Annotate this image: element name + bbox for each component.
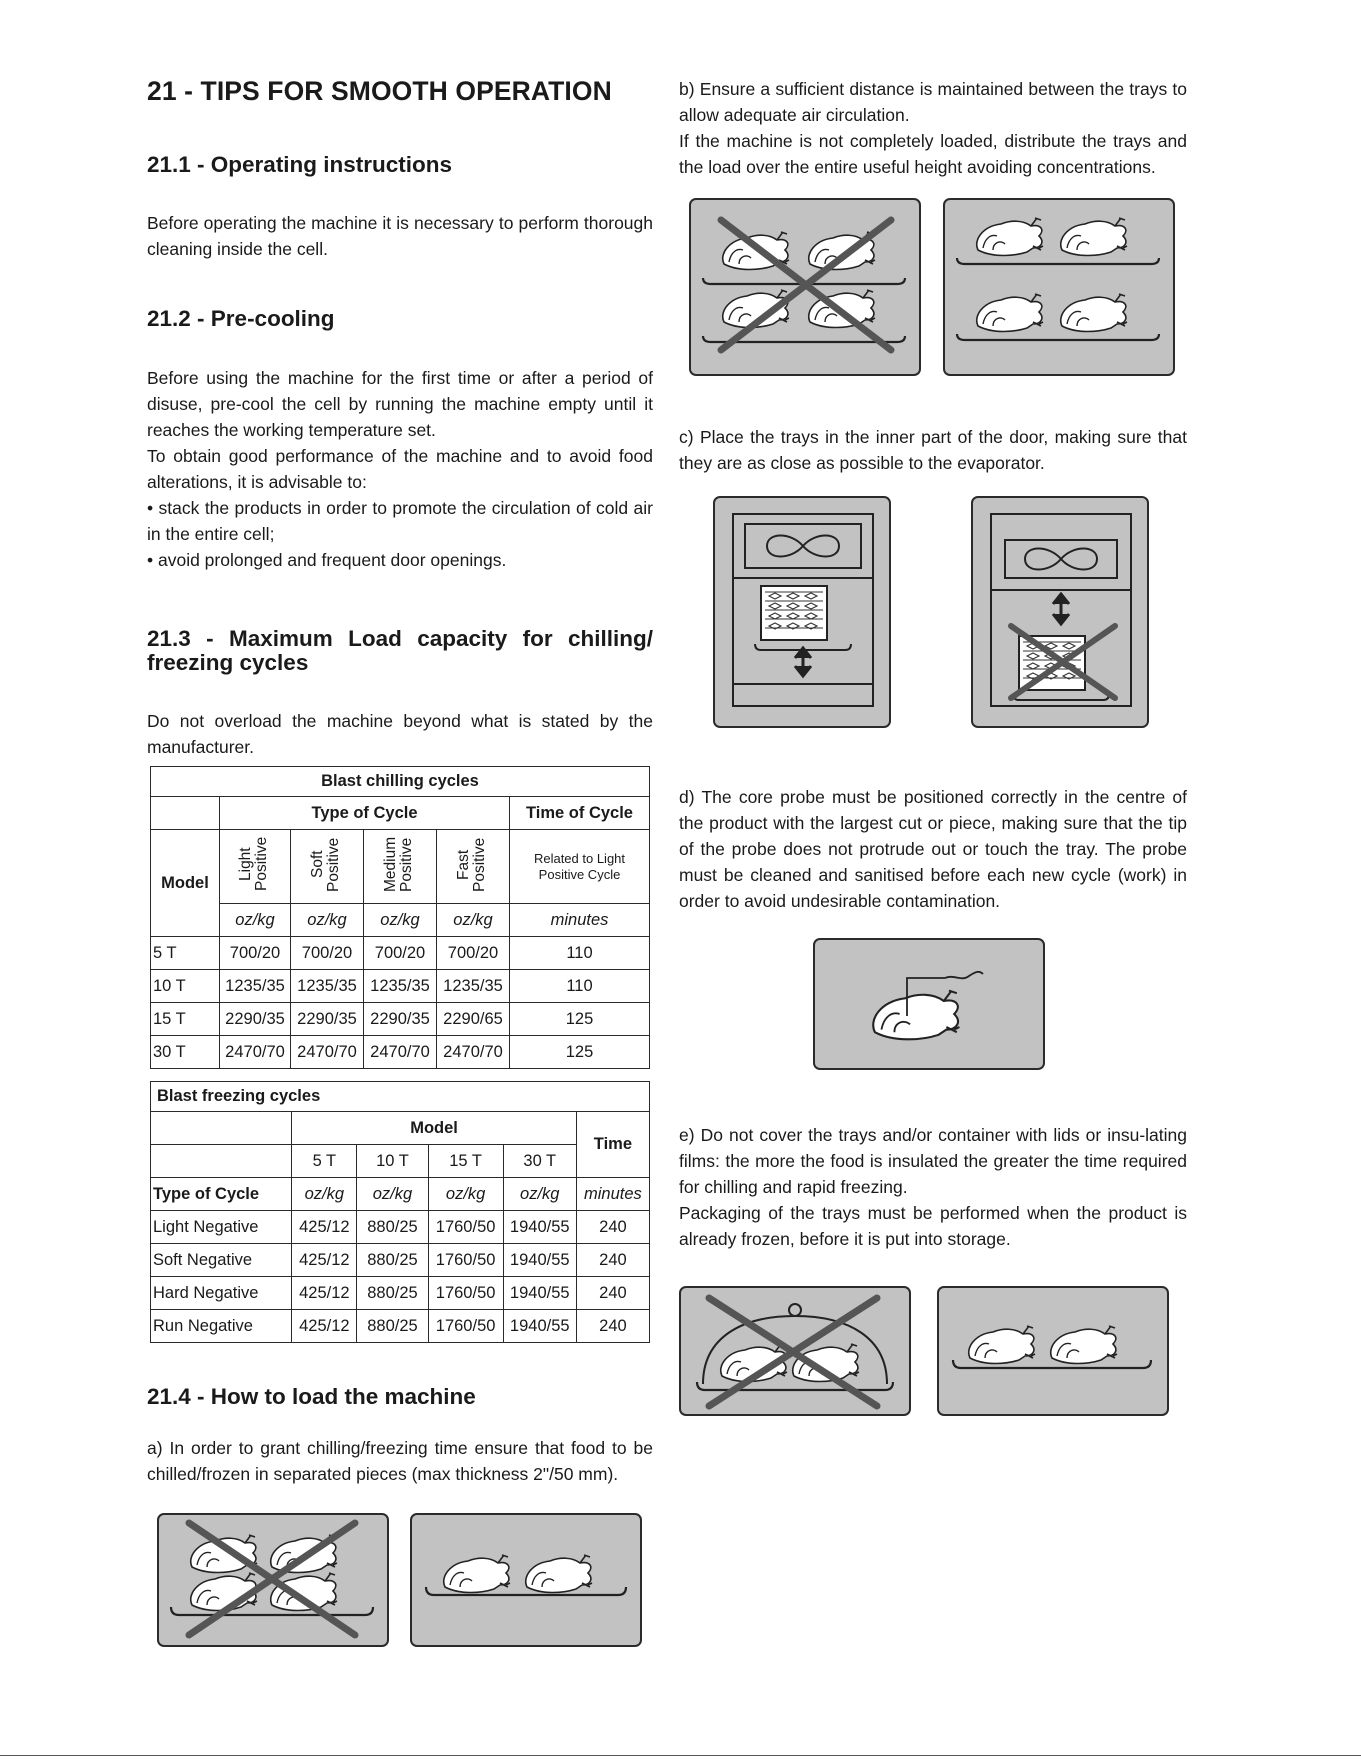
unit-label: oz/kg	[503, 1178, 576, 1211]
chicken-on-tray-icon	[1061, 218, 1127, 256]
pre-cooling-bullet: • avoid prolonged and frequent door openings.	[147, 549, 507, 570]
how-to-load-text: a) In order to grant chilling/freezing time ensure that food to be chilled/frozen in separated pieces (max thickness 2"/50 mm).	[147, 1438, 653, 1485]
model-header: 10 T	[357, 1145, 428, 1178]
figure-tray-spacing-correct	[943, 198, 1175, 376]
cycle-header: Light Positive	[237, 837, 270, 892]
tip-c-text: c) Place the trays in the inner part of the door, making sure that they are as close as possible to the evaporator.	[679, 427, 1187, 473]
fish-tray-icon	[761, 586, 827, 640]
column-header: Type of Cycle	[151, 1178, 292, 1211]
column-header: Model	[151, 830, 220, 937]
figure-covered-tray-wrong	[679, 1286, 911, 1416]
chicken-on-tray-icon	[526, 1555, 592, 1593]
tip-b-paragraph-2: If the machine is not completely loaded, distribute the trays and the load over the entire useful height avoiding concentrations.	[679, 131, 1187, 177]
section-heading-max-load: 21.3 - Maximum Load capacity for chilling/ freezing cycles	[147, 625, 653, 675]
table-row: Run Negative 425/12 880/25 1760/50 1940/55 240	[151, 1310, 650, 1343]
left-column	[147, 76, 653, 1647]
tip-e-paragraph-2: Packaging of the trays must be performed when the product is already frozen, before it is put into storage.	[679, 1203, 1187, 1249]
operating-instructions-text: Before operating the machine it is necessary to perform thorough cleaning inside the cell.	[147, 213, 653, 260]
column-header: Type of Cycle	[220, 797, 510, 830]
table-row: 30 T 2470/70 2470/70 2470/70 2470/70 125	[151, 1036, 650, 1069]
column-header: Time of Cycle	[510, 797, 650, 830]
pre-cooling-bullet: • stack the products in order to promote the circulation of cold air in the entire cell;	[147, 497, 653, 544]
figure-a-row	[147, 1513, 653, 1647]
cycle-header: Medium Positive	[382, 836, 415, 892]
page-footer-rule	[0, 1755, 1361, 1756]
figure-b-row	[679, 198, 1187, 376]
chicken-on-tray-icon	[969, 1326, 1035, 1364]
chicken-on-tray-icon	[444, 1555, 510, 1593]
unit-label: oz/kg	[357, 1178, 428, 1211]
time-note: Related to Light Positive Cycle	[510, 830, 650, 904]
column-header: Model	[292, 1112, 577, 1145]
figure-uncovered-tray-correct	[937, 1286, 1169, 1416]
right-column	[679, 76, 1187, 1416]
chicken-on-tray-icon	[873, 991, 959, 1040]
section-heading-operating-instructions: 21.1 - Operating instructions	[147, 152, 453, 177]
unit-label: minutes	[576, 1178, 649, 1211]
model-header: 15 T	[428, 1145, 503, 1178]
figure-core-probe	[813, 938, 1045, 1070]
pre-cooling-paragraph-2: To obtain good performance of the machine and to avoid food alterations, it is advisable to:	[147, 445, 653, 492]
chicken-on-tray-icon	[1051, 1326, 1117, 1364]
unit-label: oz/kg	[292, 1178, 357, 1211]
chicken-on-tray-icon	[191, 1535, 257, 1573]
table-row: 5 T 700/20 700/20 700/20 700/20 110	[151, 937, 650, 970]
unit-label: oz/kg	[437, 904, 510, 937]
table-row: Light Negative 425/12 880/25 1760/50 1940/55 240	[151, 1211, 650, 1244]
figure-tray-near-evaporator-correct	[713, 496, 891, 728]
unit-label: oz/kg	[291, 904, 364, 937]
cycle-header: Soft Positive	[309, 837, 342, 892]
unit-label: oz/kg	[364, 904, 437, 937]
page-title: 21 - TIPS FOR SMOOTH OPERATION	[147, 76, 612, 106]
unit-label: oz/kg	[428, 1178, 503, 1211]
figure-e-row	[679, 1286, 1187, 1416]
table-title: Blast freezing cycles	[151, 1082, 650, 1112]
chicken-on-tray-icon	[1061, 294, 1127, 332]
chicken-on-tray-icon	[977, 294, 1043, 332]
figure-tray-spacing-wrong	[689, 198, 921, 376]
unit-label: oz/kg	[220, 904, 291, 937]
unit-label: minutes	[510, 904, 650, 937]
tip-e-paragraph: e) Do not cover the trays and/or container with lids or insu-lating films: the more the food is insulated the greater the time required for chilling and rapid freezing.	[679, 1125, 1187, 1197]
figure-d-row	[679, 938, 1187, 1070]
figure-c-row	[679, 496, 1187, 728]
max-load-text: Do not overload the machine beyond what is stated by the manufacturer.	[147, 711, 653, 758]
table-row: Hard Negative 425/12 880/25 1760/50 1940/55 240	[151, 1277, 650, 1310]
tip-b-paragraph: b) Ensure a sufficient distance is maintained between the trays to allow adequate air circulation.	[679, 79, 1187, 125]
fish-tray-icon	[1019, 636, 1085, 690]
figure-separated-pieces-correct	[410, 1513, 642, 1647]
blast-freezing-table	[150, 1081, 650, 1343]
tip-d-text: d) The core probe must be positioned correctly in the centre of the product with the largest cut or piece, making sure that the tip of the probe does not protrude out or touch the tray. The probe must be cleaned and sanitised before each new cycle (work) in order to avoid undesirable contamination.	[679, 787, 1187, 911]
figure-tray-far-from-evaporator-wrong	[971, 496, 1149, 728]
model-header: 30 T	[503, 1145, 576, 1178]
cycle-header: Fast Positive	[455, 837, 488, 892]
blast-chilling-table	[150, 766, 650, 1069]
pre-cooling-paragraph: Before using the machine for the first time or after a period of disuse, pre-cool the cell by running the machine empty until it reaches the working temperature set.	[147, 367, 653, 440]
column-header: Time	[576, 1112, 649, 1178]
section-heading-how-to-load: 21.4 - How to load the machine	[147, 1384, 476, 1410]
table-row: 10 T 1235/35 1235/35 1235/35 1235/35 110	[151, 970, 650, 1003]
section-heading-pre-cooling: 21.2 - Pre-cooling	[147, 306, 335, 332]
table-title: Blast chilling cycles	[151, 767, 650, 797]
figure-stacked-pieces-wrong	[157, 1513, 389, 1647]
table-row: 15 T 2290/35 2290/35 2290/35 2290/65 125	[151, 1003, 650, 1036]
chicken-on-tray-icon	[977, 218, 1043, 256]
chicken-on-tray-icon	[271, 1573, 337, 1611]
table-row: Soft Negative 425/12 880/25 1760/50 1940/55 240	[151, 1244, 650, 1277]
model-header: 5 T	[292, 1145, 357, 1178]
